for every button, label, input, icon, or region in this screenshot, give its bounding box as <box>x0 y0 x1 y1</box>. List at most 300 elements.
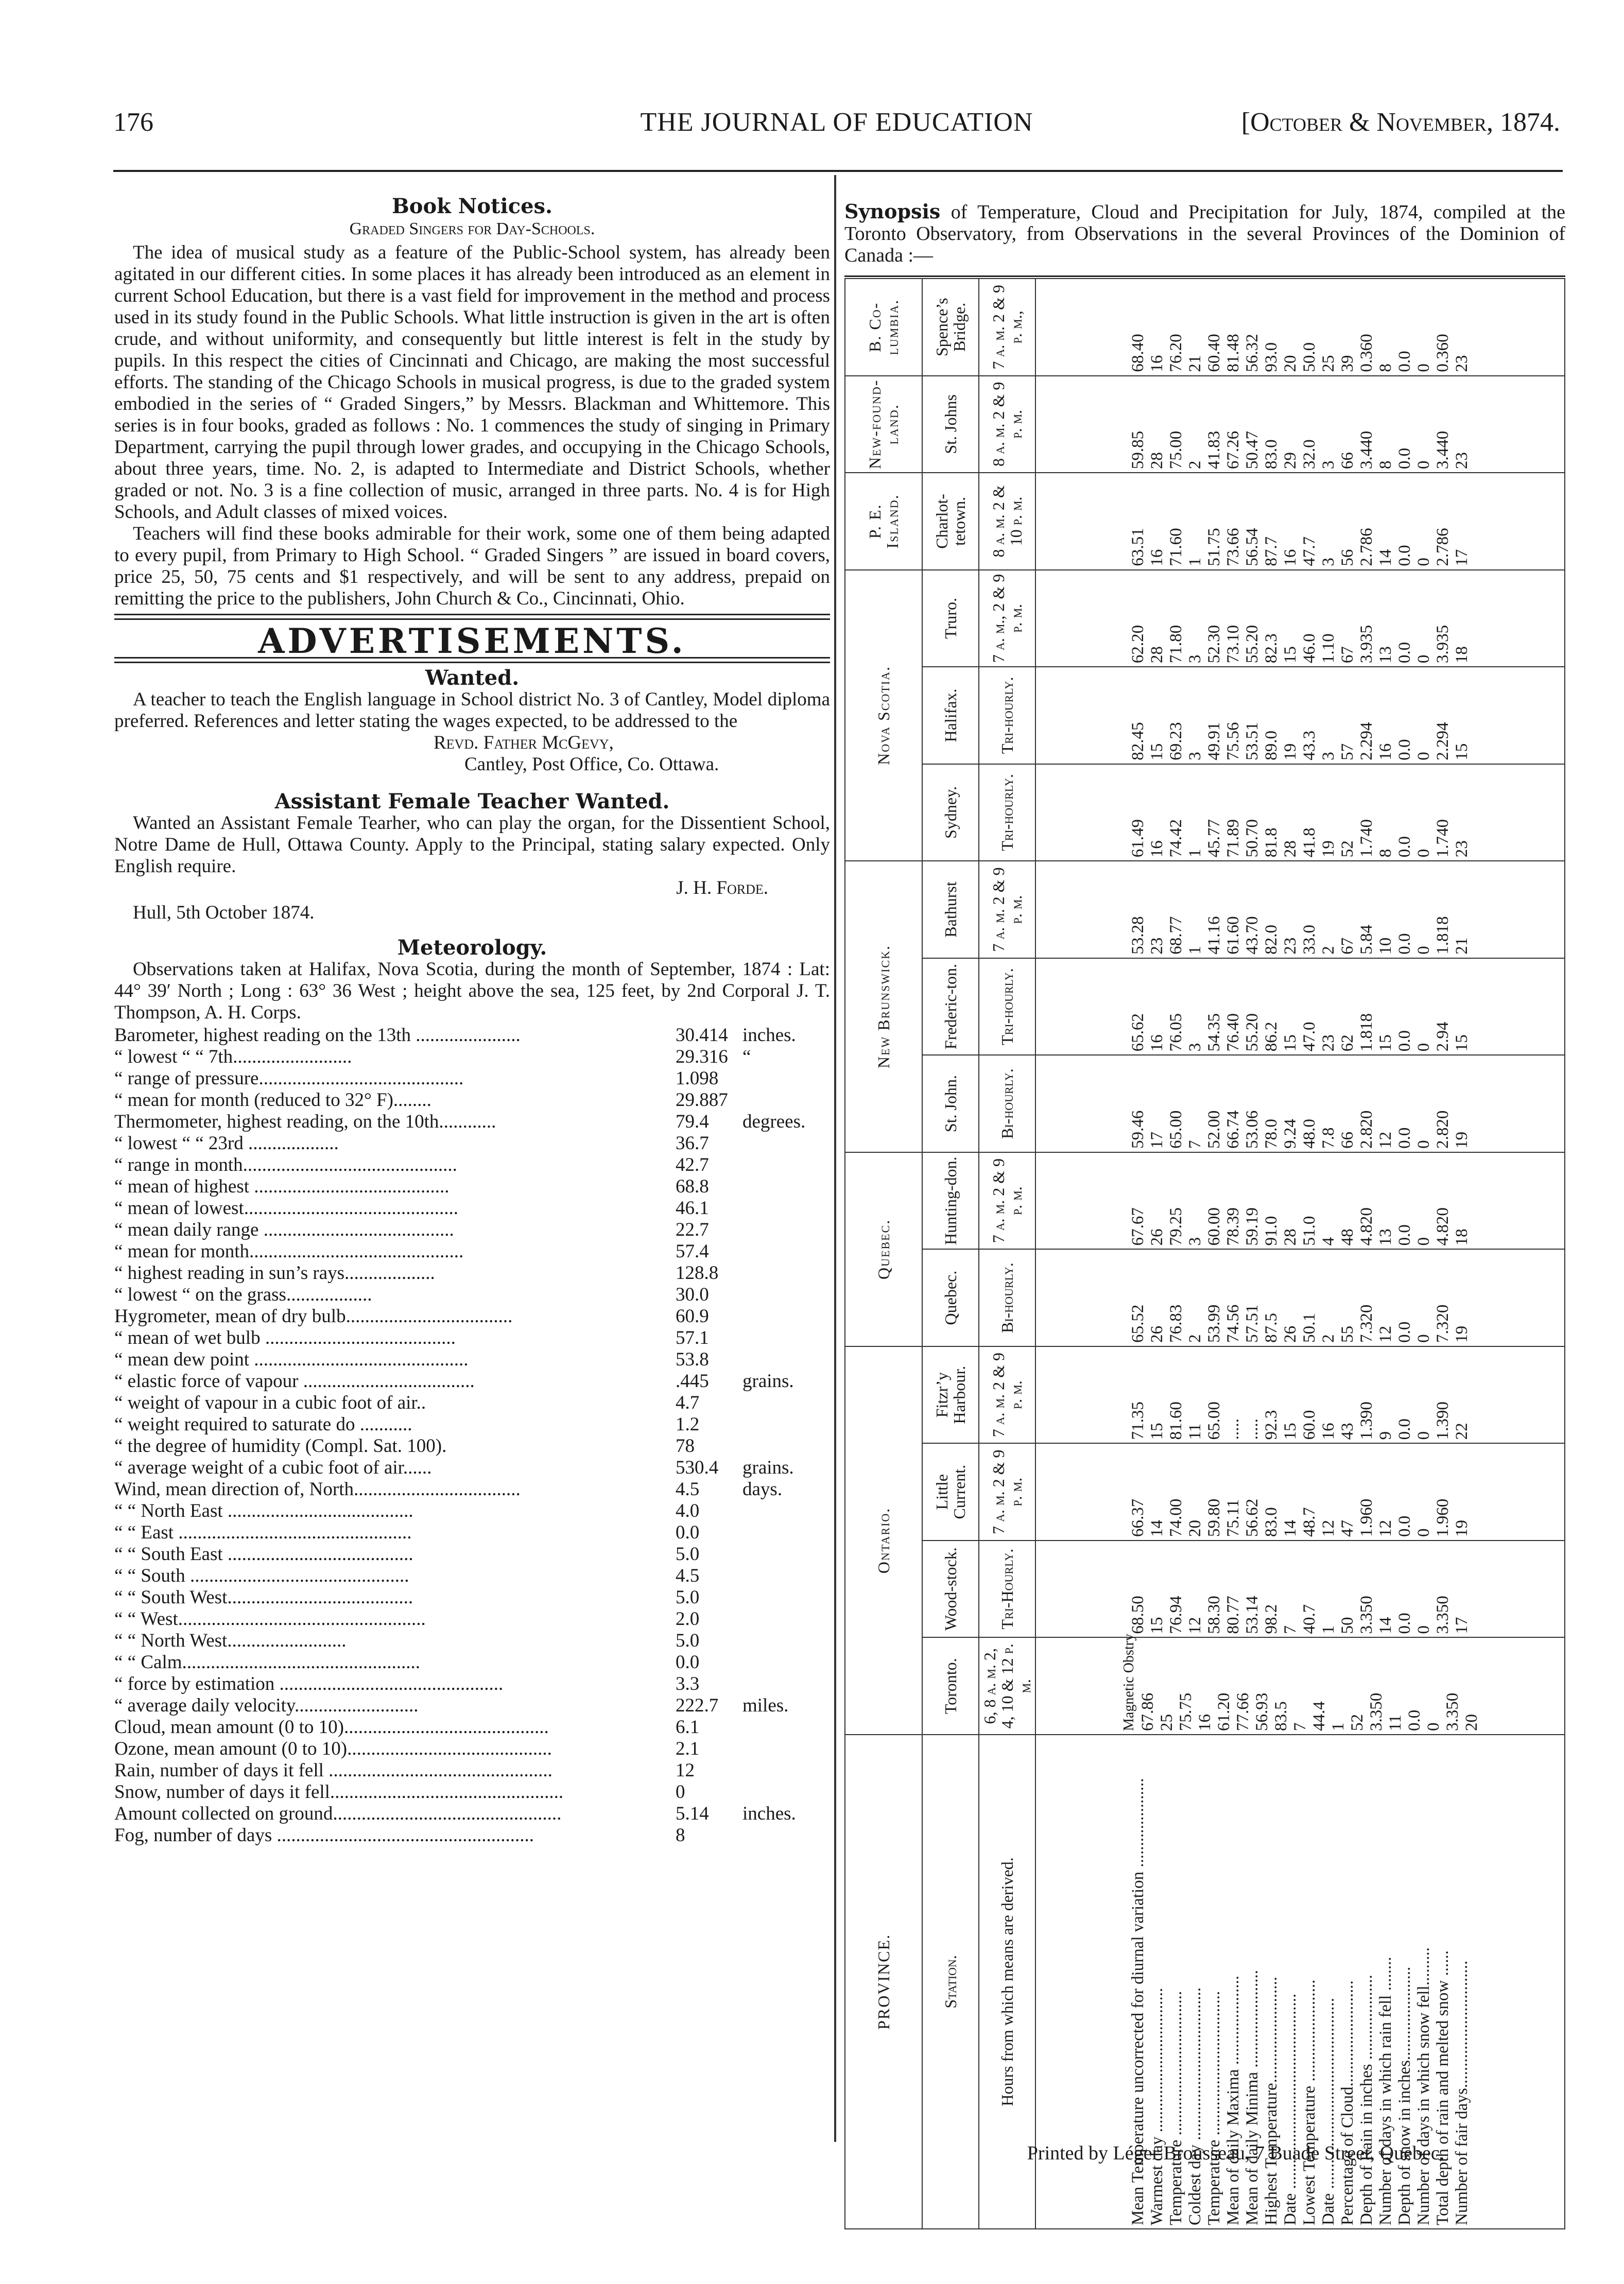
station-value: 7 <box>1281 1625 1300 1634</box>
station-hours: 8 a. m. 2 & 10 p. m. <box>979 473 1035 570</box>
station-value: 17 <box>1453 549 1471 566</box>
station-value: 65.00 <box>1167 1110 1185 1149</box>
station-hours: Tri-hourly. <box>979 764 1035 861</box>
meteorology-unit <box>742 1349 825 1371</box>
meteorology-label: “ lowest “ “ 23rd ................... <box>114 1133 339 1154</box>
station-value: 1 <box>1319 1625 1338 1634</box>
journal-title: THE JOURNAL OF EDUCATION <box>640 108 1033 137</box>
station-value: 28 <box>1281 840 1300 858</box>
station-value: 0 <box>1414 946 1433 955</box>
meteorology-value: 0 <box>676 1781 685 1803</box>
station-value: 0.360 <box>1357 334 1376 372</box>
province-name: Ontario. <box>845 1346 922 1735</box>
meteorology-label: “ mean of wet bulb ........................................ <box>114 1327 456 1348</box>
meteorology-unit <box>742 1544 825 1565</box>
station-value: 1 <box>1328 1722 1347 1731</box>
station-value: 76.40 <box>1224 1013 1242 1052</box>
meteorology-value: 42.7 <box>676 1154 709 1175</box>
station-value: 52 <box>1338 840 1357 858</box>
station-value: 43.70 <box>1243 916 1262 955</box>
meteorology-value: 30.0 <box>676 1284 709 1305</box>
meteorology-row <box>114 1673 830 1695</box>
meteorology-label: Wind, mean direction of, North................................... <box>114 1479 521 1500</box>
station-value: 56.93 <box>1252 1692 1271 1731</box>
station-values <box>1035 1541 1565 1638</box>
station-values <box>1035 570 1565 667</box>
meteorology-row <box>114 1349 830 1371</box>
station-name: Little Current. <box>922 1443 979 1541</box>
station-value: 82.3 <box>1262 633 1281 664</box>
station-value: 46.0 <box>1300 633 1319 664</box>
row-label: Mean Temperature uncorrected for diurnal variation ..................... <box>1129 1778 1147 2225</box>
station-value: 48.7 <box>1300 1507 1319 1537</box>
station-value: 8 <box>1376 460 1395 470</box>
meteorology-value: 78 <box>676 1435 695 1457</box>
station-name: Halifax. <box>922 667 979 764</box>
meteorology-label: Snow, number of days it fell................................................. <box>114 1781 564 1803</box>
station-value: 0.0 <box>1395 739 1414 760</box>
station-value: 14 <box>1376 549 1395 566</box>
station-value: 23 <box>1453 840 1471 858</box>
station-value: 61.49 <box>1129 819 1147 858</box>
assistant-title: Assistant Female Teacher Wanted. <box>274 789 670 814</box>
station-hours: 7 a. m. 2 & 9 p. m. <box>979 1443 1035 1541</box>
station-value: 12 <box>1376 1131 1395 1149</box>
meteorology-unit <box>742 1500 825 1522</box>
meteorology-row <box>114 1327 830 1349</box>
station-value: 80.77 <box>1224 1596 1242 1634</box>
meteorology-row <box>114 1760 830 1781</box>
meteorology-label: “ “ South West....................................... <box>114 1587 413 1608</box>
station-value: 58.30 <box>1205 1596 1223 1634</box>
station-hours: 8 a. m. 2 & 9 p. m. <box>979 376 1035 473</box>
meteorology-unit <box>742 1717 825 1738</box>
station-value: 65.52 <box>1129 1304 1147 1343</box>
meteorology-row <box>114 1414 830 1435</box>
station-value: 2.294 <box>1357 722 1376 760</box>
meteorology-label: “ average daily velocity.......................... <box>114 1695 419 1716</box>
station-value: 61.60 <box>1224 916 1242 955</box>
meteorology-value: 29.887 <box>676 1089 728 1111</box>
station-value: 52 <box>1347 1714 1367 1731</box>
station-value: 10 <box>1376 937 1395 955</box>
station-values <box>1035 861 1565 958</box>
station-value: ..... <box>1224 1418 1242 1440</box>
wanted-address: Cantley, Post Office, Co. Ottawa. <box>464 754 719 775</box>
station-value: 3.350 <box>1357 1596 1376 1634</box>
station-value: 15 <box>1281 1423 1300 1440</box>
station-value: 3.440 <box>1357 430 1376 470</box>
meteorology-label: Amount collected on ground................................................ <box>114 1803 562 1824</box>
meteorology-row <box>114 1089 830 1111</box>
station-value: 3.350 <box>1433 1596 1452 1634</box>
station-value: 13 <box>1376 1228 1395 1246</box>
meteorology-value: 2.0 <box>676 1608 700 1630</box>
meteorology-value: 4.0 <box>676 1500 700 1521</box>
station-value: 0 <box>1414 1140 1433 1149</box>
station-value: 26 <box>1148 1228 1166 1246</box>
meteorology-row <box>114 1587 830 1608</box>
station-value: 18 <box>1453 1228 1471 1246</box>
station-value: 17 <box>1453 1617 1471 1634</box>
meteorology-row <box>114 1219 830 1241</box>
meteorology-label: “ “ North East ....................................... <box>114 1500 413 1521</box>
station-name: Truro. <box>922 570 979 667</box>
station-hours: Tri-hourly. <box>979 667 1035 764</box>
station-value: 12 <box>1376 1325 1395 1343</box>
station-value: 2.820 <box>1433 1110 1452 1149</box>
station-value: 69.23 <box>1167 722 1185 760</box>
meteorology-row <box>114 1652 830 1673</box>
meteorology-unit <box>742 1760 825 1781</box>
station-value: 15 <box>1453 1034 1471 1052</box>
station-value: 15 <box>1148 1617 1166 1634</box>
table-top-rule <box>844 275 1565 277</box>
station-value: 59.46 <box>1129 1110 1147 1149</box>
meteorology-row <box>114 1241 830 1262</box>
station-value: 15 <box>1148 743 1166 760</box>
station-value: 22 <box>1453 1423 1471 1440</box>
station-value: 74.42 <box>1167 819 1185 858</box>
station-value: 91.0 <box>1262 1216 1281 1246</box>
meteorology-unit <box>742 1327 825 1349</box>
meteorology-table <box>114 1025 830 1846</box>
book-notices-paragraph-2: Teachers will find these books admirable for their work, some one of them being adapted to every pupil, from Primary to High School. “ Graded Singers ” are issued in board covers, price 25, 50, 75 cents and $1 respectively, and will be sent to any address, prepaid on remitting the price to the publishers, John Church & Co., Cincinnati, Ohio. <box>114 523 830 609</box>
header-rule <box>113 170 1563 172</box>
meteorology-label: “ “ East ................................................. <box>114 1522 412 1543</box>
station-value: 7 <box>1186 1140 1204 1149</box>
station-value: 2.94 <box>1433 1022 1452 1052</box>
station-value: 4 <box>1319 1237 1338 1246</box>
meteorology-row <box>114 1306 830 1327</box>
station-value: 0 <box>1414 460 1433 470</box>
station-value: 2 <box>1186 460 1204 470</box>
station-value: 75.56 <box>1224 722 1242 760</box>
station-value: 1.390 <box>1357 1401 1376 1440</box>
station-value: 15 <box>1281 1034 1300 1052</box>
station-hours: 7 a. m. 2 & 9 p. m. <box>979 1346 1035 1444</box>
meteorology-label: Thermometer, highest reading, on the 10th............ <box>114 1111 496 1132</box>
station-value: 50.70 <box>1243 819 1262 858</box>
station-value: 23 <box>1319 1034 1338 1052</box>
meteorology-value: 222.7 <box>676 1695 719 1716</box>
station-value: 0.0 <box>1405 1709 1424 1731</box>
station-value: 19 <box>1319 840 1338 858</box>
station-name: Hunting-don. <box>922 1152 979 1250</box>
station-value: 53.99 <box>1205 1304 1223 1343</box>
station-values <box>1035 376 1565 473</box>
station-value: 79.25 <box>1167 1207 1185 1246</box>
station-value: 0 <box>1414 558 1433 566</box>
station-value: 19 <box>1453 1325 1471 1343</box>
station-name: Fitzr’y Harbour. <box>922 1346 979 1444</box>
meteorology-row <box>114 1630 830 1652</box>
province-header: PROVINCE. <box>845 1735 922 2229</box>
station-value: 53.51 <box>1243 722 1262 760</box>
station-value: 59.85 <box>1129 430 1147 470</box>
station-value: 23 <box>1453 452 1471 470</box>
meteorology-value: 4.5 <box>676 1479 700 1500</box>
meteorology-label: “ the degree of humidity (Compl. Sat. 100). <box>114 1435 447 1457</box>
row-label: Temperature .................................. <box>1167 1991 1185 2225</box>
meteorology-row <box>114 1717 830 1738</box>
station-value: 0.0 <box>1395 1127 1414 1149</box>
station-name: Quebec. <box>922 1249 979 1346</box>
row-label: Depth of snow in inches...................... <box>1395 1966 1414 2225</box>
meteorology-label: Rain, number of days it fell ............................................... <box>114 1760 552 1781</box>
station-value: 2.294 <box>1433 722 1452 760</box>
station-value: 48.0 <box>1300 1119 1319 1149</box>
station-value: 60.00 <box>1205 1207 1223 1246</box>
station-value: 81.60 <box>1167 1401 1185 1440</box>
station-value: 0 <box>1414 1334 1433 1343</box>
station-value: 65.62 <box>1129 1013 1147 1052</box>
station-value: 20 <box>1462 1714 1481 1731</box>
meteorology-row <box>114 1435 830 1457</box>
station-value: 0.0 <box>1395 642 1414 664</box>
meteorology-value: 57.1 <box>676 1327 709 1348</box>
meteorology-value: 5.0 <box>676 1630 700 1651</box>
meteorology-value: 5.14 <box>676 1803 709 1824</box>
station-value: 1 <box>1186 946 1204 955</box>
meteorology-unit <box>742 1133 825 1154</box>
row-label: Highest Temperature......................... <box>1262 1977 1281 2225</box>
book-notices-title: Book Notices. <box>392 194 552 218</box>
station-value: 9.24 <box>1281 1119 1300 1149</box>
station-value: 0.0 <box>1395 1030 1414 1052</box>
station-value: 3 <box>1186 1043 1204 1052</box>
book-notices-subtitle: Graded Singers for Day-Schools. <box>349 219 595 238</box>
meteorology-row <box>114 1544 830 1565</box>
synopsis-heading <box>844 201 1565 266</box>
station-value: 33.0 <box>1300 925 1319 955</box>
meteorology-value: 1.2 <box>676 1414 700 1435</box>
station-value: 23 <box>1281 937 1300 955</box>
meteorology-unit <box>742 1176 825 1198</box>
station-value: 66 <box>1338 452 1357 470</box>
assistant-signature: J. H. Forde. <box>676 877 768 898</box>
row-label: Temperature .................................. <box>1205 1991 1223 2225</box>
station-value: 81.8 <box>1262 827 1281 858</box>
station-value: 62.20 <box>1129 625 1147 664</box>
station-value: 16 <box>1148 355 1166 372</box>
station-value: 93.0 <box>1262 342 1281 372</box>
station-value: 20 <box>1186 1519 1204 1537</box>
station-value: 76.83 <box>1167 1304 1185 1343</box>
station-value: 59.19 <box>1243 1207 1262 1246</box>
station-value: 15 <box>1281 646 1300 664</box>
station-value: 68.40 <box>1129 334 1147 372</box>
meteorology-value: 12 <box>676 1760 695 1781</box>
station-hours: 7 a. m. 2 & 9 p. m. <box>979 1152 1035 1250</box>
station-hours: 6, 8 a. m. 2, 4, 10 & 12 p. m. <box>979 1637 1035 1735</box>
station-value: 8 <box>1376 364 1395 372</box>
station-hours: 7 a. m., 2 & 9 p. m. <box>979 570 1035 667</box>
hours-header: Hours from which means are derived. <box>979 1735 1035 2229</box>
station-value: 43 <box>1338 1423 1357 1440</box>
meteorology-unit <box>742 1306 825 1327</box>
meteorology-row <box>114 1738 830 1760</box>
station-value: 2 <box>1319 946 1338 955</box>
row-label: Coldest day .................................... <box>1186 1987 1204 2225</box>
meteorology-value: 8 <box>676 1825 685 1846</box>
meteorology-row <box>114 1500 830 1522</box>
station-value: 25 <box>1157 1714 1176 1731</box>
meteorology-row <box>114 1046 830 1068</box>
meteorology-value: 46.1 <box>676 1198 709 1219</box>
station-value: 89.0 <box>1262 730 1281 760</box>
station-value: 55.20 <box>1243 625 1262 664</box>
printer-footer: Printed by Léger Brousseau, 7 Buade Street, Quebec. <box>1027 2142 1445 2164</box>
station-value: 45.77 <box>1205 819 1223 858</box>
station-value: 78.39 <box>1224 1207 1242 1246</box>
meteorology-label: “ mean for month............................................. <box>114 1241 464 1262</box>
station-values <box>1035 1249 1565 1346</box>
station-value: 2.786 <box>1433 528 1452 566</box>
station-value: 0.0 <box>1395 351 1414 372</box>
station-value: 16 <box>1148 1034 1166 1052</box>
station-value: 0.0 <box>1395 1613 1414 1634</box>
station-value: 8 <box>1376 849 1395 858</box>
station-value: 0.0 <box>1395 545 1414 566</box>
right-column <box>844 200 1565 2225</box>
station-value: 12 <box>1319 1519 1338 1537</box>
meteorology-row <box>114 1025 830 1046</box>
station-value: 0 <box>1414 364 1433 372</box>
station-value: 55 <box>1338 1325 1357 1343</box>
meteorology-value: 60.9 <box>676 1306 709 1327</box>
station-value: 11 <box>1186 1423 1204 1440</box>
meteorology-row <box>114 1522 830 1544</box>
meteorology-label: “ lowest “ “ 7th......................... <box>114 1046 352 1067</box>
station-value: 51.75 <box>1205 528 1223 566</box>
station-name: Toronto. <box>922 1637 979 1735</box>
station-value: 76.94 <box>1167 1596 1185 1634</box>
station-hours: Bi-hourly. <box>979 1055 1035 1152</box>
province-name: New-found-land. <box>845 376 922 473</box>
station-value: 63.51 <box>1129 528 1147 566</box>
meteorology-value: 57.4 <box>676 1241 709 1262</box>
meteorology-label: “ mean daily range ........................................ <box>114 1219 454 1240</box>
station-value: 52.00 <box>1205 1110 1223 1149</box>
meteorology-label: “ range in month............................................. <box>114 1154 457 1175</box>
station-value: 57.51 <box>1243 1304 1262 1343</box>
station-value: 2.786 <box>1357 528 1376 566</box>
station-value: 21 <box>1453 937 1471 955</box>
page-header <box>113 107 1560 143</box>
station-value: 0 <box>1414 1625 1433 1634</box>
station-value: 67.67 <box>1129 1207 1147 1246</box>
meteorology-unit <box>742 1738 825 1760</box>
station-value: 23 <box>1148 937 1166 955</box>
station-values <box>1035 1346 1565 1444</box>
station-value: 16 <box>1195 1714 1214 1731</box>
station-value: 0 <box>1414 1237 1433 1246</box>
station-value: 52.30 <box>1205 625 1223 664</box>
station-value: 15 <box>1453 743 1471 760</box>
meteorology-row <box>114 1176 830 1198</box>
meteorology-unit: miles. <box>742 1695 789 1716</box>
station-value: 15 <box>1376 1034 1395 1052</box>
station-value: 68.77 <box>1167 916 1185 955</box>
meteorology-unit: inches. <box>742 1803 796 1824</box>
meteorology-value: 36.7 <box>676 1133 709 1154</box>
station-value: 14 <box>1281 1519 1300 1537</box>
meteorology-unit: degrees. <box>742 1111 806 1132</box>
station-value: 29 <box>1281 452 1300 470</box>
station-value: 0 <box>1414 849 1433 858</box>
station-value: 1.960 <box>1357 1498 1376 1537</box>
meteorology-value: 128.8 <box>676 1262 719 1284</box>
station-value: 17 <box>1148 1131 1166 1149</box>
station-value: 86.2 <box>1262 1022 1281 1052</box>
page-number: 176 <box>113 108 153 137</box>
station-value: 3 <box>1319 460 1338 470</box>
meteorology-value: 4.7 <box>676 1392 700 1413</box>
meteorology-label: Barometer, highest reading on the 13th ...................... <box>114 1025 521 1046</box>
station-value: 1.818 <box>1357 1013 1376 1052</box>
station-value: 60.0 <box>1300 1410 1319 1440</box>
section-divider <box>114 614 830 620</box>
province-name: B. Co-lumbia. <box>845 279 922 376</box>
meteorology-unit <box>742 1652 825 1673</box>
meteorology-row <box>114 1133 830 1154</box>
station-value: 50.47 <box>1243 430 1262 470</box>
station-value: 53.06 <box>1243 1110 1262 1149</box>
station-value: 43.3 <box>1300 730 1319 760</box>
assistant-place-date: Hull, 5th October 1874. <box>133 902 315 923</box>
station-value: 54.35 <box>1205 1013 1223 1052</box>
station-value: 59.80 <box>1205 1498 1223 1537</box>
meteorology-unit <box>742 1241 825 1262</box>
station-value: 40.7 <box>1300 1604 1319 1634</box>
synopsis-table-frame <box>844 278 1565 2229</box>
wanted-text: A teacher to teach the English language in School district No. 3 of Cantley, Model diploma preferred. References and letter stating the wages expected, to be addressed to the <box>114 689 830 732</box>
station-value: 77.66 <box>1233 1692 1252 1731</box>
station-value: 16 <box>1281 549 1300 566</box>
meteorology-label: “ range of pressure........................................... <box>114 1068 464 1089</box>
station-value: 44.4 <box>1309 1701 1328 1731</box>
meteorology-label: “ “ South East ....................................... <box>114 1544 413 1565</box>
station-value: 67.26 <box>1224 430 1242 470</box>
station-value: 41.83 <box>1205 430 1223 470</box>
meteorology-value: 530.4 <box>676 1457 719 1478</box>
meteorology-unit: inches. <box>742 1025 796 1046</box>
issue-date: [October & November, 1874. <box>1241 108 1560 137</box>
station-value: 9 <box>1376 1431 1395 1440</box>
station-value: 66 <box>1338 1131 1357 1149</box>
meteorology-label: “ elastic force of vapour .................................... <box>114 1371 475 1392</box>
station-values <box>1035 279 1565 376</box>
meteorology-value: 79.4 <box>676 1111 709 1132</box>
station-value: 1.818 <box>1433 916 1452 955</box>
station-value: 3 <box>1186 654 1204 664</box>
station-value: 92.3 <box>1262 1410 1281 1440</box>
station-value: 47.0 <box>1300 1022 1319 1052</box>
meteorology-row <box>114 1825 830 1846</box>
row-label: Date .............................................. <box>1281 1993 1300 2225</box>
row-label: Mean of daily Minima ....................... <box>1243 1970 1262 2225</box>
meteorology-unit: “ <box>742 1046 751 1067</box>
station-value: 87.7 <box>1262 536 1281 566</box>
station-value: 75.11 <box>1224 1499 1242 1537</box>
meteorology-unit <box>742 1414 825 1435</box>
station-value: 26 <box>1281 1325 1300 1343</box>
station-header: Station. <box>922 1735 979 2229</box>
station-value: 3 <box>1186 752 1204 760</box>
meteorology-label: “ mean dew point ............................................. <box>114 1349 469 1370</box>
station-value: 1.960 <box>1433 1498 1452 1537</box>
